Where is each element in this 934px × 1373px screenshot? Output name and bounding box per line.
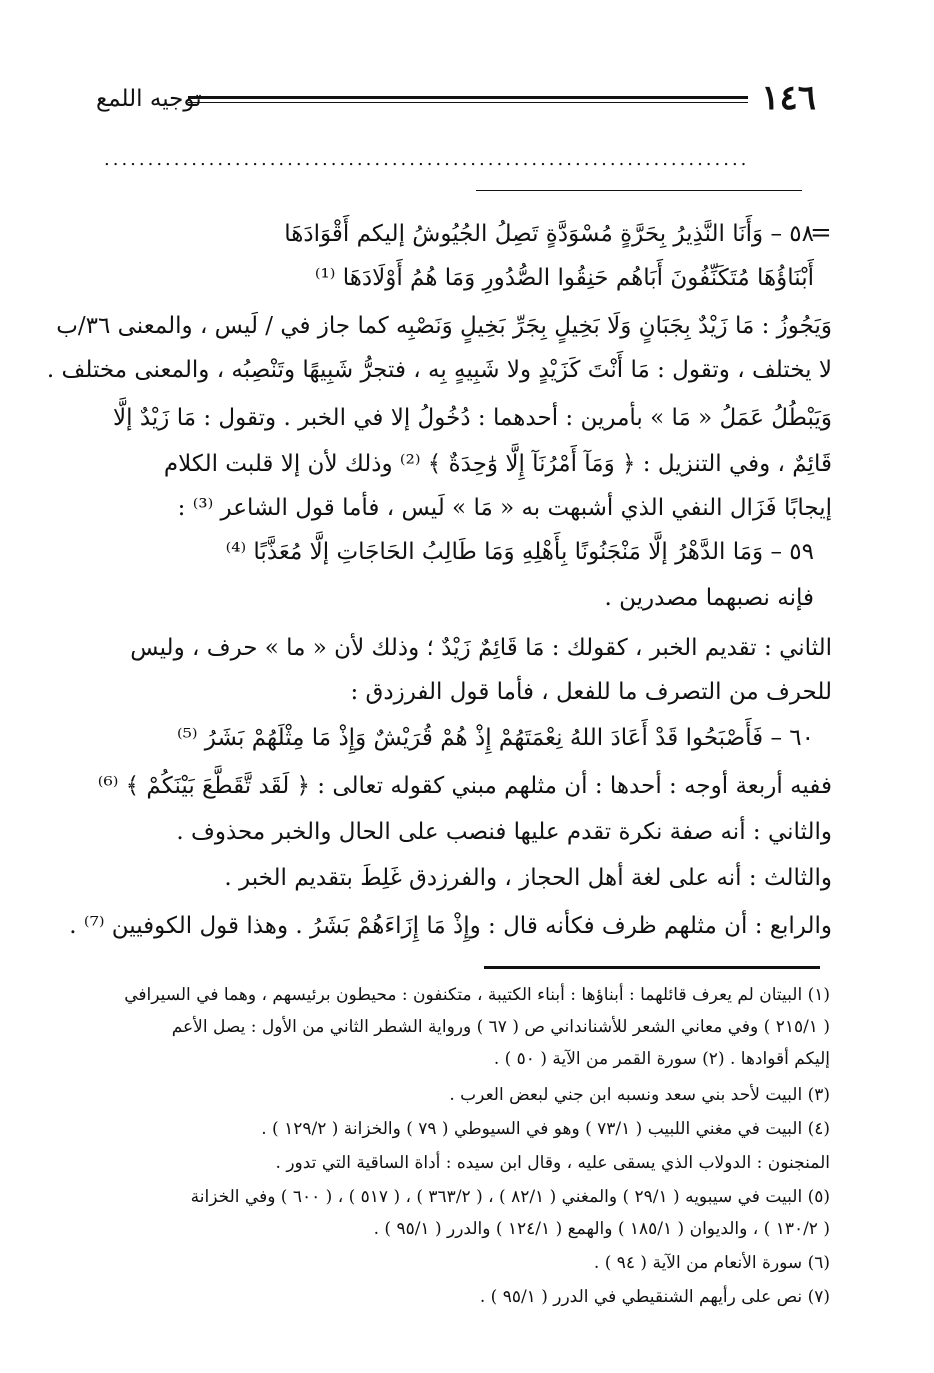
dotted-separator: .......................................................................... xyxy=(104,150,750,170)
text-line: وَيَجُوزُ : مَا زَيْدٌ بِجَبَانٍ وَلَا بَخِيلٍ بِجَرِّ بَخِيلٍ وَنَصْبِه كما جاز في / لَيس ، والمعنى ٣٦/ب xyxy=(56,313,832,339)
page-number: ١٤٦ xyxy=(761,78,816,118)
header-rule-thin xyxy=(188,102,748,103)
footnote-7: (٧) نص على رأيهم الشنقيطي في الدرر ( ٩٥/١ ) . xyxy=(479,1287,830,1307)
verse-60: ٦٠ – فَأَصْبَحُوا قَدْ أَعَادَ اللهُ نِعْمَتَهُمْ إِذْ هُمْ قُرَيْشٌ وَإِذْ مَا مِثْلَهُمْ بَشَرُ ⁽⁵⁾ xyxy=(176,725,814,751)
verse-58-line-1: ٥٨ – وَأَنَا النَّذِيرُ بِحَرَّةٍ مُسْوَدَّةٍ تَصِلُ الجُيُوشُ إليكم أَقْوَادَهَا xyxy=(284,221,814,247)
text-line: والثاني : أنه صفة نكرة تقدم عليها فنصب على الحال والخبر محذوف . xyxy=(176,819,832,845)
footnote-4: (٤) البيت في مغني اللبيب ( ٧٣/١ ) وهو في السيوطي ( ٧٩ ) والخزانة ( ١٢٩/٢ ) . xyxy=(261,1119,830,1139)
text-line: وَيَبْطُلُ عَمَلُ « مَا » بأمرين : أحدهما : دُخُولُ إلا في الخبر . وتقول : مَا زَيْدٌ إلَّا xyxy=(113,405,832,431)
continuation-mark: = xyxy=(810,218,832,248)
text-line: إيجابًا فَزَال النفي الذي أشبهت به « مَا » لَيس ، فأما قول الشاعر ⁽³⁾ : xyxy=(177,495,832,521)
footnote-rule xyxy=(484,966,820,969)
text-line: فإنه نصبهما مصدرين . xyxy=(604,585,814,611)
text-line: والرابع : أن مثلهم ظرف فكأنه قال : وإِذْ مَا إِزَاءَهُمْ بَشَرُ . وهذا قول الكوفيين ⁽⁷⁾ . xyxy=(69,913,832,939)
header-rule-thick xyxy=(188,96,748,99)
short-rule xyxy=(476,190,802,191)
text-line: لا يختلف ، وتقول : مَا أَنْتَ كَزَيْدٍ ولا شَبِيهٍ بِه ، فتجرُّ شَبِيهًا وتَنْصِبُه ، والمعنى مختلف . xyxy=(46,357,832,383)
footnote-5: (٥) البيت في سيبويه ( ٢٩/١ ) والمغني ( ٨٢/١ ) ، ( ٣٦٣/٢ ) ، ( ٥١٧ ) ، ( ٦٠٠ ) وفي الخزانة xyxy=(190,1187,830,1207)
footnote-5-cont: ( ١٣٠/٢ ) ، والديوان ( ١٨٥/١ ) والهمع ( ١٢٤/١ ) والدرر ( ٩٥/١ ) . xyxy=(373,1219,830,1239)
text-line: ففيه أربعة أوجه : أحدها : أن مثلهم مبني كقوله تعالى : ﴿ لَقَد تَّقَطَّعَ بَيْنَكُمْ ﴾ ⁽⁶⁾ xyxy=(97,773,832,799)
text-line: للحرف من التصرف ما للفعل ، فأما قول الفرزدق : xyxy=(350,679,832,705)
footnote-1: (١) البيتان لم يعرف قائلهما : أبناؤها : أبناء الكتيبة ، متكنفون : محيطون برئيسهم ، وهما في السيرافي xyxy=(124,985,830,1005)
footnote-1-cont: ( ٢١٥/١ ) وفي معاني الشعر للأشنانداني ص ( ٦٧ ) ورواية الشطر الثاني من الأول : يصل الأعم xyxy=(171,1017,830,1037)
verse-58-line-2: أَبْنَاؤُهَا مُتَكَنِّفُونَ أَبَاهُم حَنِقُوا الصُّدُورِ وَمَا هُمُ أَوْلَادَهَا ⁽¹⁾ xyxy=(314,265,814,291)
footnote-6: (٦) سورة الأنعام من الآية ( ٩٤ ) . xyxy=(593,1253,830,1273)
verse-59: ٥٩ – وَمَا الدَّهْرُ إلَّا مَنْجَنُونًا بِأَهْلِهِ وَمَا طَالِبُ الحَاجَاتِ إلَّا مُعَذَّبًا ⁽⁴⁾ xyxy=(225,539,814,565)
running-title: توجيه اللمع xyxy=(96,86,202,112)
text-line: الثاني : تقديم الخبر ، كقولك : مَا قَائِمٌ زَيْدٌ ؛ وذلك لأن « ما » حرف ، وليس xyxy=(130,635,832,661)
text-line: والثالث : أنه على لغة أهل الحجاز ، والفرزدق غَلِطَ بتقديم الخبر . xyxy=(224,865,832,891)
footnote-4-cont: المنجنون : الدولاب الذي يسقى عليه ، وقال ابن سيده : أداة الساقية التي تدور . xyxy=(275,1153,830,1173)
text-line: قَائِمٌ ، وفي التنزيل : ﴿ وَمَآ أَمْرُنَآ إِلَّا وَٰحِدَةٌ ﴾ ⁽²⁾ وذلك لأن إلا قلبت الكلام xyxy=(163,451,832,477)
footnote-3: (٣) البيت لأحد بني سعد ونسبه ابن جني لبعض العرب . xyxy=(449,1085,830,1105)
footnote-1-2: إليكم أقوادها . (٢) سورة القمر من الآية ( ٥٠ ) . xyxy=(493,1049,830,1069)
